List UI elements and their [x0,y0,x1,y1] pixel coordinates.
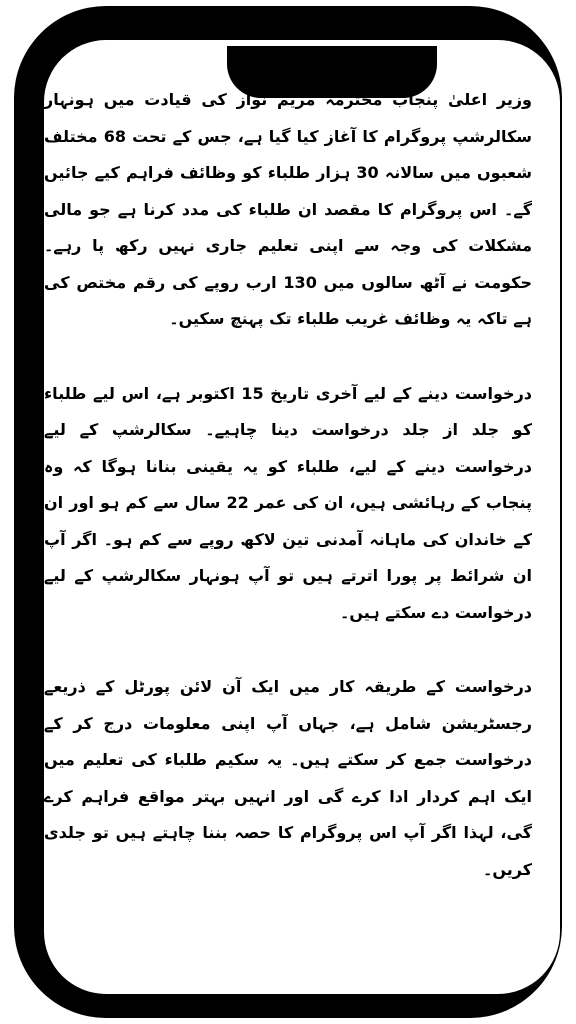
paragraph-intro: وزیر اعلیٰ پنجاب محترمہ مریم نواز کی قیادت میں ہونہار سکالرشپ پروگرام کا آغاز کیا گیا ہے، جس کے تحت 68 مختلف شعبوں میں سالانہ 30 ہزار طلباء کو وظائف فراہم کیے جائیں گے۔ اس پروگرام کا مقصد ان طلباء کی مدد کرنا ہے جو مالی مشکلات کی وجہ سے اپنی تعلیم جاری نہیں رکھ پا رہے۔ حکومت نے آٹھ سالوں میں 130 ارب روپے کی رقم مختص کی ہے تاکہ یہ وظائف غریب طلباء تک پہنچ سکیں۔ [44,90,532,328]
paragraph-eligibility: درخواست دینے کے لیے آخری تاریخ 15 اکتوبر ہے، اس لیے طلباء کو جلد از جلد درخواست دینا چاہیے۔ سکالرشپ کے لیے درخواست دینے کے لیے، طلباء کو یہ یقینی بنانا ہوگا کہ وہ پنجاب کے رہائشی ہیں، ان کی عمر 22 سال سے کم ہو اور ان کے خاندان کی ماہانہ آمدنی تین لاکھ روپے سے کم ہو۔ اگر آپ ان شرائط پر پورا اترتے ہیں تو آپ ہونہار سکالرشپ کے لیے درخواست دے سکتے ہیں۔ [44,383,532,622]
paragraph-application-process: درخواست کے طریقہ کار میں ایک آن لائن پورٹل کے ذریعے رجسٹریشن شامل ہے، جہاں آپ اپنی معلومات درج کر کے درخواست جمع کر سکتے ہیں۔ یہ سکیم طلباء کی تعلیم میں ایک اہم کردار ادا کرے گی اور انہیں بہتر مواقع فراہم کرے گی، لہذا اگر آپ اس پروگرام کا حصہ بننا چاہتے ہیں تو جلدی کریں۔ [44,677,532,879]
article-text [44,82,532,982]
